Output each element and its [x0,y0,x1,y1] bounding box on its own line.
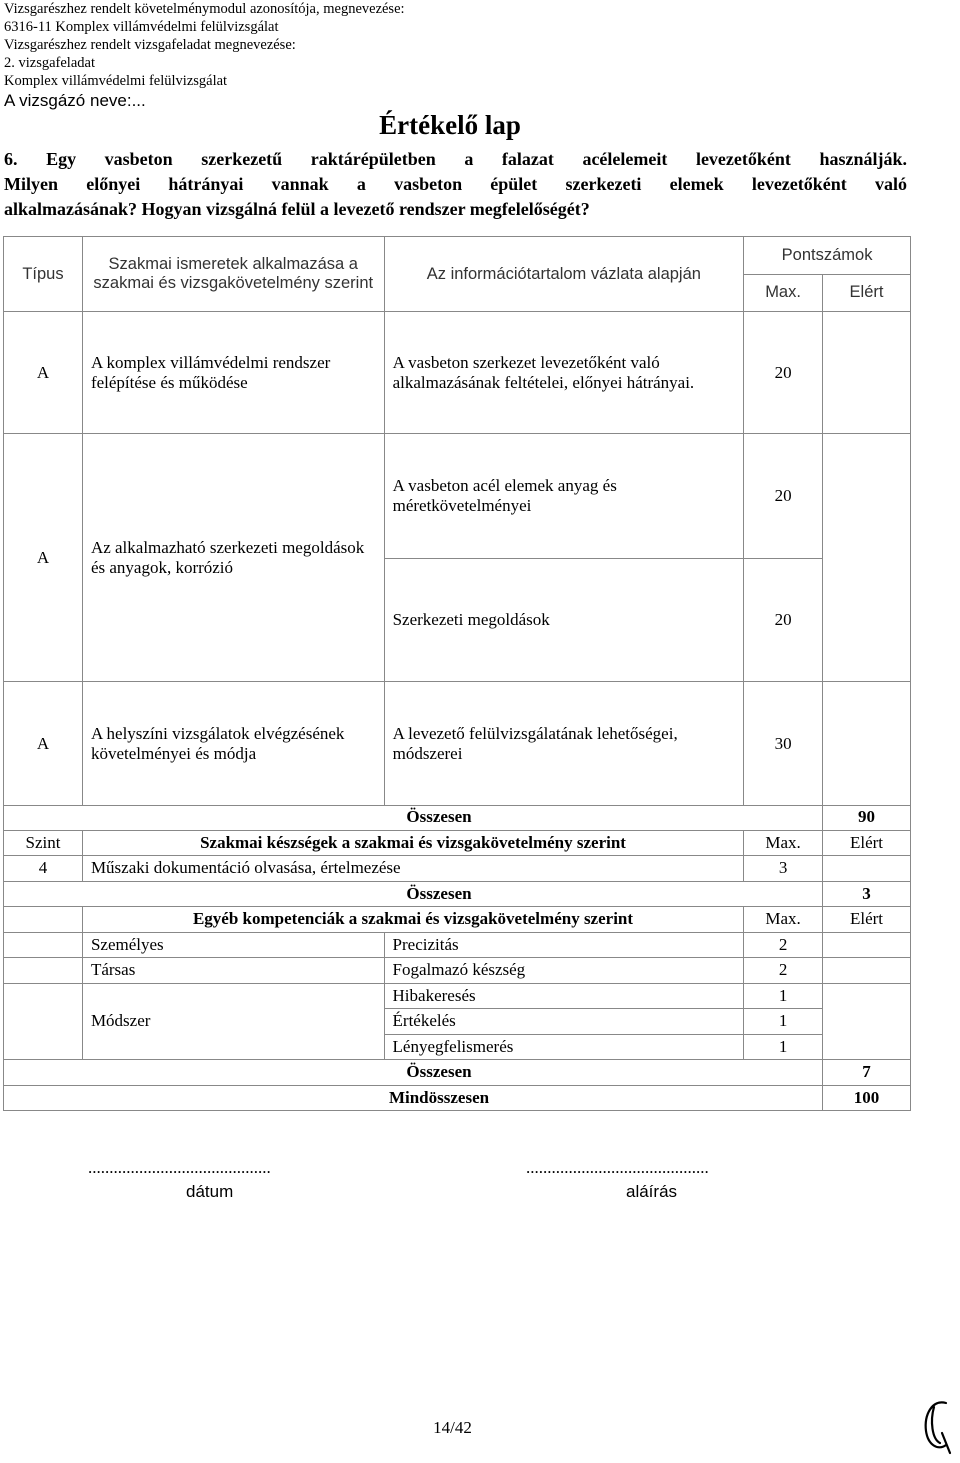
grand-total-value: 100 [823,1085,911,1111]
skills-title: Szakmai készségek a szakmai és vizsgakövetelmény szerint [82,830,743,856]
row-max: 30 [744,682,823,806]
skills-max-header: Max. [744,830,823,856]
examinee-name-label: A vizsgázó neve:... [4,91,146,110]
row-achieved [823,312,911,434]
exam-question [4,147,907,222]
total-label: Összesen [4,1060,823,1086]
competence-max: 2 [744,932,823,958]
col-points-header: Pontszámok [744,237,911,275]
grand-total-label: Mindösszesen [4,1085,823,1111]
other-header-row [4,907,911,933]
row-type: A [4,682,83,806]
row-knowledge: A helyszíni vizsgálatok elvégzésének követelményei és módja [82,682,384,806]
competence-achieved [823,958,911,984]
other-row [4,958,911,984]
table-row [4,312,911,434]
table-header-row [4,237,911,275]
row-max: 20 [744,434,823,559]
col-max-header: Max. [744,274,823,312]
row-type: A [4,434,83,682]
grand-total-row [4,1085,911,1111]
page-number: 14/42 [433,1418,472,1437]
row-achieved [823,682,911,806]
row-max: 20 [744,559,823,682]
header-line: 2. vizsgafeladat [4,55,95,71]
competence-max: 1 [744,1034,823,1060]
skill-title: Műszaki dokumentáció olvasása, értelmezése [82,856,743,882]
competence-max: 1 [744,1009,823,1035]
empty-cell [4,958,83,984]
summary-table [3,805,911,1111]
total-label: Összesen [4,805,823,830]
empty-cell [4,907,83,933]
header-line: 6316-11 Komplex villámvédelmi felülvizsgálat [4,19,279,35]
col-achieved-header: Elért [823,274,911,312]
publisher-logo-icon [920,1393,954,1457]
col-info-header: Az információtartalom vázlata alapján [384,237,744,312]
row-type: A [4,312,83,434]
row-knowledge: Az alkalmazható szerkezeti megoldások és anyagok, korrózió [82,434,384,682]
criteria-table [3,236,911,806]
competence-group: Módszer [82,983,384,1060]
row-info: A levezető felülvizsgálatának lehetőségei, módszerei [384,682,744,806]
col-type-header: Típus [4,237,83,312]
competence-item: Fogalmazó készség [384,958,744,984]
skills-header-row [4,830,911,856]
other-achieved-header: Elért [823,907,911,933]
level-header: Szint [4,830,83,856]
other-row [4,932,911,958]
total-row [4,881,911,907]
question-line: Milyen előnyei hátrányai vannak a vasbeton épület szerkezeti elemek levezetőként való [4,174,907,194]
competence-achieved [823,932,911,958]
competence-max: 1 [744,983,823,1009]
total-value: 3 [823,881,911,907]
skills-achieved-header: Elért [823,830,911,856]
header-line: Vizsgarészhez rendelt vizsgafeladat megnevezése: [4,37,296,53]
other-max-header: Max. [744,907,823,933]
page-title: Értékelő lap [379,110,521,140]
competence-group: Személyes [82,932,384,958]
table-row [4,434,911,559]
question-line: 6. Egy vasbeton szerkezetű raktárépületben a falazat acélelemeit levezetőként használják. [4,149,907,169]
empty-cell [4,983,83,1060]
date-dots: ........................................... [88,1158,271,1177]
signature-dots: ........................................... [526,1158,709,1177]
empty-cell [4,932,83,958]
total-row [4,1060,911,1086]
competence-item: Precizitás [384,932,744,958]
competence-achieved [823,983,911,1060]
competence-group: Társas [82,958,384,984]
header-line: Komplex villámvédelmi felülvizsgálat [4,73,228,89]
total-row [4,805,911,830]
signature-label: aláírás [626,1182,678,1201]
row-knowledge: A komplex villámvédelmi rendszer felépítése és működése [82,312,384,434]
date-label: dátum [186,1182,234,1201]
other-title: Egyéb kompetenciák a szakmai és vizsgakövetelmény szerint [82,907,743,933]
skill-achieved [823,856,911,882]
question-line: alkalmazásának? Hogyan vizsgálná felül a levezető rendszer megfelelőségét? [4,199,590,219]
row-max: 20 [744,312,823,434]
row-info: A vasbeton acél elemek anyag és méretkövetelményei [384,434,744,559]
competence-item: Hibakeresés [384,983,744,1009]
competence-item: Lényegfelismerés [384,1034,744,1060]
skill-max: 3 [744,856,823,882]
header-line: Vizsgarészhez rendelt követelménymodul azonosítója, megnevezése: [4,1,405,17]
row-info: Szerkezeti megoldások [384,559,744,682]
row-info: A vasbeton szerkezet levezetőként való alkalmazásának feltételei, előnyei hátrányai. [384,312,744,434]
col-knowledge-header: Szakmai ismeretek alkalmazása a szakmai és vizsgakövetelmény szerint [82,237,384,312]
table-row [4,682,911,806]
other-row [4,983,911,1009]
row-achieved [823,434,911,682]
total-label: Összesen [4,881,823,907]
total-value: 90 [823,805,911,830]
competence-max: 2 [744,958,823,984]
total-value: 7 [823,1060,911,1086]
competence-item: Értékelés [384,1009,744,1035]
skills-row [4,856,911,882]
skill-level: 4 [4,856,83,882]
